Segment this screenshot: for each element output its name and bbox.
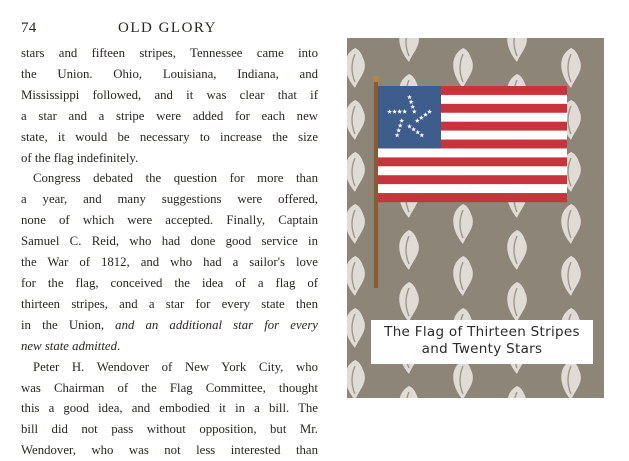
text-line: a year, and many suggestions were offered, — [21, 192, 318, 207]
flag-stripe — [378, 184, 567, 193]
shell-motif — [347, 48, 365, 88]
paragraph-3 — [21, 357, 318, 461]
shell-motif — [399, 38, 419, 62]
page-header — [0, 20, 322, 40]
text-line: Mississippi followed, and it was clear that if — [21, 87, 318, 102]
body-text — [21, 43, 318, 461]
text-line: Samuel C. Reid, who had done good service in — [21, 234, 318, 249]
shell-motif — [399, 230, 419, 270]
shell-motif — [507, 230, 527, 270]
text-line: Congress debated the question for more than — [33, 171, 318, 186]
flag-stripe — [378, 166, 567, 175]
text-line — [21, 315, 318, 336]
shell-motif — [347, 360, 365, 398]
text-line: the War of 1812, and who had a sailor's love — [21, 255, 318, 270]
shell-motif — [507, 386, 527, 398]
flag-20-stars — [378, 86, 567, 202]
shell-motif — [561, 204, 581, 244]
caption-line-1: The Flag of Thirteen Stripes — [384, 324, 580, 340]
shell-motif — [347, 204, 365, 244]
text-line: bill did not pass without opposition, but Mr. — [21, 422, 318, 437]
plate-caption — [371, 320, 593, 364]
shell-motif — [507, 282, 527, 322]
shell-motif — [347, 308, 365, 348]
shell-motif — [453, 256, 473, 296]
page-number: 74 — [21, 20, 37, 36]
text-line: thirteen stripes, and a star for every state then — [21, 296, 318, 311]
text-line: this a good idea, and embodied it in a bill. The — [21, 401, 318, 416]
text-line: none of which were accepted. Finally, Captain — [21, 213, 318, 228]
paragraph-2 — [21, 168, 318, 356]
caption-line-2: and Twenty Stars — [421, 341, 543, 357]
paragraph-1 — [21, 43, 318, 168]
text-line: was Chairman of the Flag Committee, thought — [21, 380, 318, 395]
text-run: in the Union, — [21, 317, 116, 332]
text-line: the Union. Ohio, Louisiana, Indiana, and — [21, 66, 318, 81]
italic-text: new state admitted — [21, 338, 117, 353]
shell-motif — [507, 38, 527, 62]
text-line: stars and fifteen stripes, Tennessee came into — [21, 46, 318, 60]
shell-motif — [561, 48, 581, 88]
shell-motif — [399, 386, 419, 398]
text-line: for the flag, conceived the idea of a flag of — [21, 275, 318, 290]
flag-stripe — [378, 157, 567, 166]
flag-stripe — [378, 148, 567, 157]
shell-motif — [561, 256, 581, 296]
text-line — [21, 336, 318, 357]
running-title: OLD GLORY — [118, 20, 217, 36]
flag-stripe — [378, 175, 567, 184]
shell-motif — [347, 100, 365, 140]
shell-motif — [453, 204, 473, 244]
text-line: state, it would be necessary to increase the size — [21, 129, 318, 144]
text-line: a star and a stripe were added for each new — [21, 108, 318, 123]
illustration-plate — [347, 38, 604, 398]
italic-text: and an additional star for every — [115, 317, 318, 332]
pole-shaft — [374, 78, 378, 288]
text-line: Peter H. Wendover of New York City, who — [33, 359, 318, 374]
text-line: Wendover, who was not less interested than — [21, 443, 318, 458]
shell-motif — [453, 48, 473, 88]
flag-stripe — [378, 193, 567, 202]
text-line: of the flag indefinitely. — [21, 150, 139, 165]
shell-motif — [347, 152, 365, 192]
pole-finial — [373, 76, 379, 82]
shell-motif — [347, 256, 365, 296]
text-run: . — [116, 338, 121, 353]
shell-motif — [399, 282, 419, 322]
